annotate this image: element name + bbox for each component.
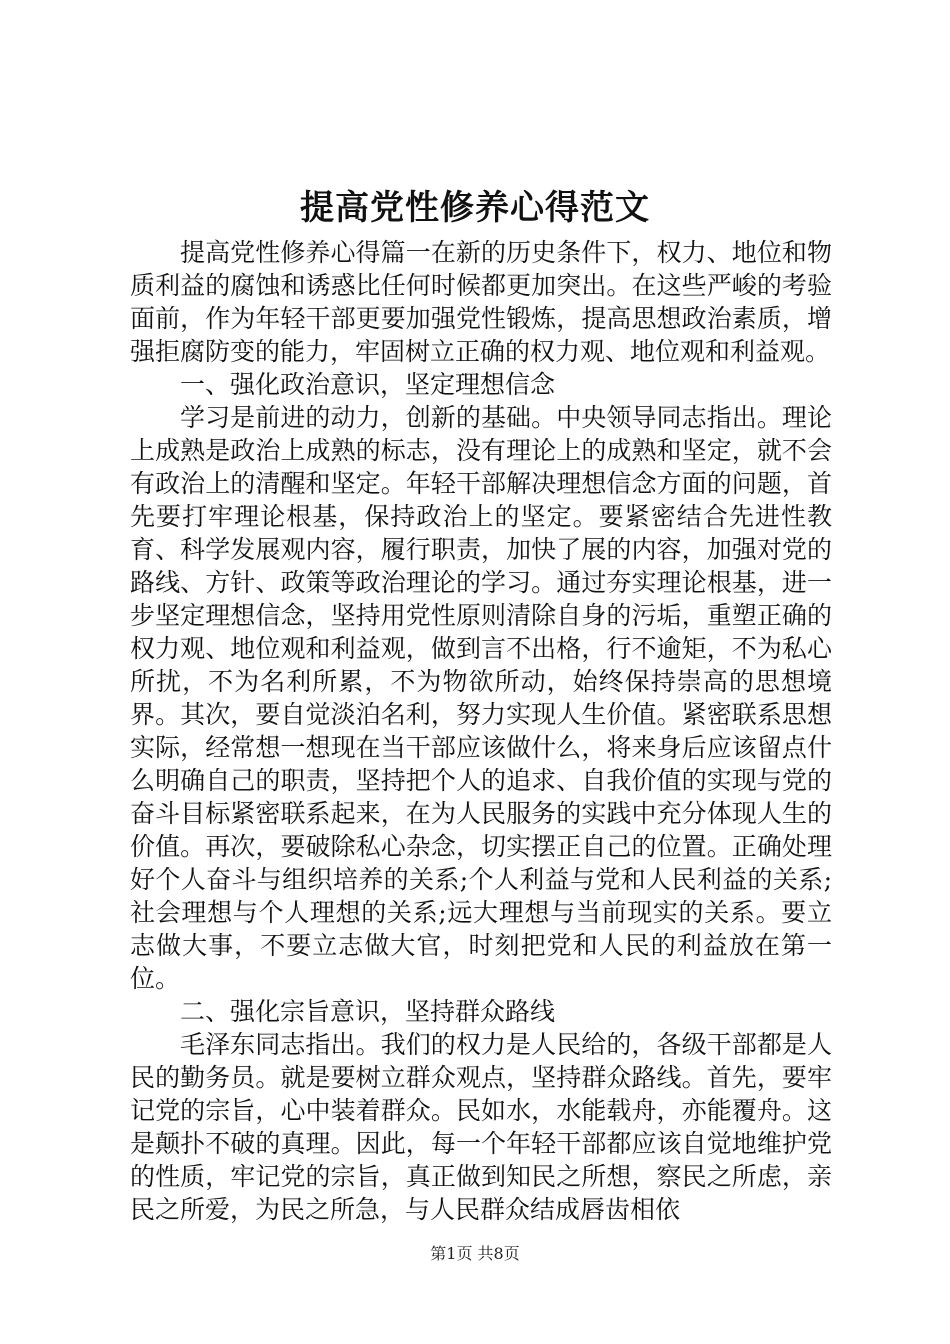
paragraph-section-2: 毛泽东同志指出。我们的权力是人民给的，各级干部都是人民的勤务员。就是要树立群众观点，坚持群众路线。首先，要牢记党的宗旨，心中装着群众。民如水，水能载舟，亦能覆舟。这是颠扑不破的真理。因此，每一个年轻干部都应该自觉地维护党的性质，牢记党的宗旨，真正做到知民之所想，察民之所虑，亲民之所爱，为民之所急，与人民群众结成唇齿相依 xyxy=(130,1030,832,1224)
paragraph-intro: 提高党性修养心得篇一在新的历史条件下，权力、地位和物质利益的腐蚀和诱惑比任何时候都更加突出。在这些严峻的考验面前，作为年轻干部更要加强党性锻炼，提高思想政治素质，增强拒腐防变的能力，牢固树立正确的权力观、地位观和利益观。 xyxy=(130,238,832,366)
section-heading-1: 一、强化政治意识，坚定理想信念 xyxy=(180,370,556,399)
paragraph-section-1: 学习是前进的动力，创新的基础。中央领导同志指出。理论上成熟是政治上成熟的标志，没有理论上的成熟和坚定，就不会有政治上的清醒和坚定。年轻干部解决理想信念方面的问题，首先要打牢理论根基，保持政治上的坚定。要紧密结合先进性教育、科学发展观内容，履行职责，加快了展的内容，加强对党的路线、方针、政策等政治理论的学习。通过夯实理论根基，进一步坚定理想信念，坚持用党性原则清除自身的污垢，重塑正确的权力观、地位观和利益观，做到言不出格，行不逾矩，不为私心所扰，不为名利所累，不为物欲所动，始终保持崇高的思想境界。其次，要自觉淡泊名利，努力实现人生价值。紧密联系思想实际，经常想一想现在当干部应该做什么，将来身后应该留点什么明确自己的职责，坚持把个人的追求、自我价值的实现与党的奋斗目标紧密联系起来，在为人民服务的实践中充分体现人生的价值。再次，要破除私心杂念，切实摆正自己的位置。正确处理好个人奋斗与组织培养的关系;个人利益与党和人民利益的关系;社会理想与个人理想的关系;远大理想与当前现实的关系。要立志做大事，不要立志做大官，时刻把党和人民的利益放在第一位。 xyxy=(130,403,832,993)
page-number-footer: 第1页 共8页 xyxy=(430,1244,520,1263)
section-heading-2: 二、强化宗旨意识，坚持群众路线 xyxy=(180,997,556,1026)
document-title: 提高党性修养心得范文 xyxy=(300,188,650,228)
document-body xyxy=(130,236,832,1226)
